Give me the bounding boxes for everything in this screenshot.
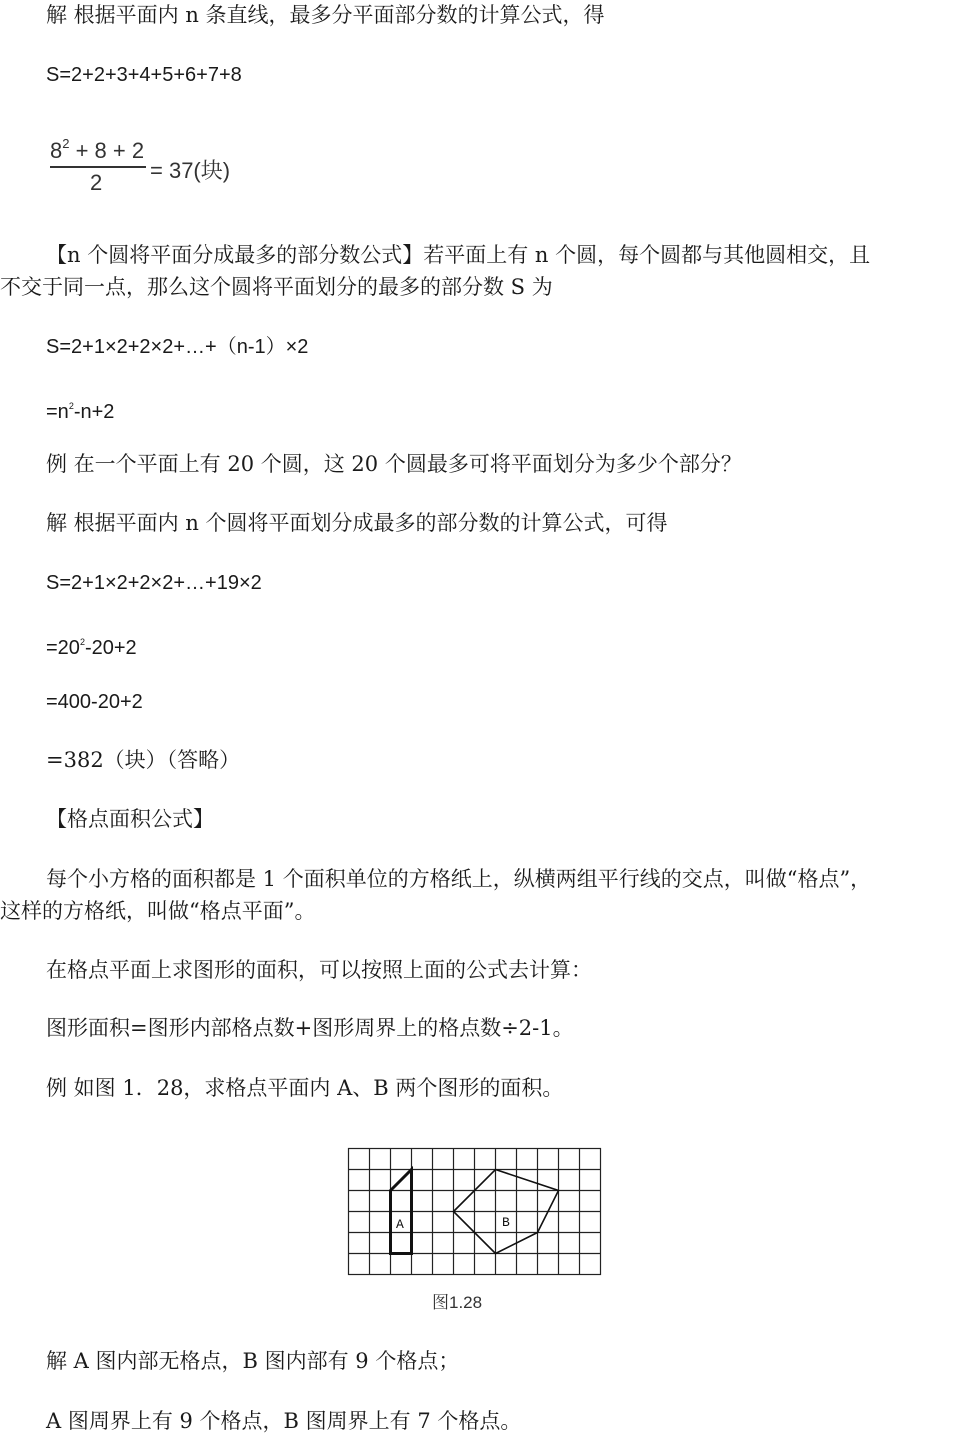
fraction-bar bbox=[50, 166, 146, 168]
circle-formula-line: S=2+1×2+2×2+…+（n-1）×2 bbox=[46, 336, 309, 358]
fraction-numerator: $8^2 + 8 + 2$ bbox=[50, 136, 145, 163]
solution-answer: =382（块）（答略） bbox=[46, 748, 241, 772]
figure-caption: 图1.28 bbox=[432, 1293, 483, 1312]
formula-sum-line: S=2+2+3+4+5+6+7+8 bbox=[46, 64, 242, 86]
solution-line-1: 解 根据平面内 n 条直线，最多分平面部分数的计算公式，得 bbox=[46, 3, 605, 27]
solution-step-1: $=20^2-20+2$ bbox=[46, 637, 137, 659]
circle-formula-simplified: $=n^2-n+2$ bbox=[46, 401, 115, 423]
circle-formula-heading-line: 【n 个圆将平面分成最多的部分数公式】若平面上有 n 个圆，每个圆都与其他圆相交，且 bbox=[46, 243, 871, 267]
lattice-definition-continued: 这样的方格纸，叫做“格点平面”。 bbox=[0, 899, 316, 923]
lattice-method-line: 在格点平面上求图形的面积，可以按照上面的公式去计算： bbox=[46, 958, 592, 982]
fraction-formula-image bbox=[50, 136, 250, 196]
answer-line-1: 解 A 图内部无格点，B 图内部有 9 个格点； bbox=[46, 1349, 460, 1373]
answer-line-2: A 图周界上有 9 个格点，B 图周界上有 7 个格点。 bbox=[46, 1409, 522, 1433]
lattice-grid-figure bbox=[346, 1146, 604, 1280]
solution-step-2: =400-20+2 bbox=[46, 691, 143, 713]
solution-formula-line: S=2+1×2+2×2+…+19×2 bbox=[46, 572, 262, 594]
shape-b-label: B bbox=[502, 1215, 510, 1230]
fraction-result: = 37(块) bbox=[150, 158, 231, 183]
solution-line-2: 解 根据平面内 n 个圆将平面划分成最多的部分数的计算公式，可得 bbox=[46, 511, 668, 535]
example-question-line: 例 在一个平面上有 20 个圆，这 20 个圆最多可将平面划分为多少个部分？ bbox=[46, 452, 742, 476]
lattice-area-formula: 图形面积=图形内部格点数+图形周界上的格点数÷2-1。 bbox=[46, 1016, 574, 1040]
lattice-example-line: 例 如图 1．28，求格点平面内 A、B 两个图形的面积。 bbox=[46, 1076, 564, 1100]
lattice-formula-heading: 【格点面积公式】 bbox=[46, 807, 214, 831]
lattice-definition-line: 每个小方格的面积都是 1 个面积单位的方格纸上，纵横两组平行线的交点，叫做“格点”， bbox=[46, 867, 872, 891]
shape-a-label: A bbox=[396, 1217, 404, 1232]
circle-formula-heading-continued: 不交于同一点，那么这个圆将平面划分的最多的部分数 S 为 bbox=[0, 275, 553, 299]
grid-lines bbox=[349, 1149, 601, 1275]
fraction-denominator: 2 bbox=[90, 170, 103, 195]
